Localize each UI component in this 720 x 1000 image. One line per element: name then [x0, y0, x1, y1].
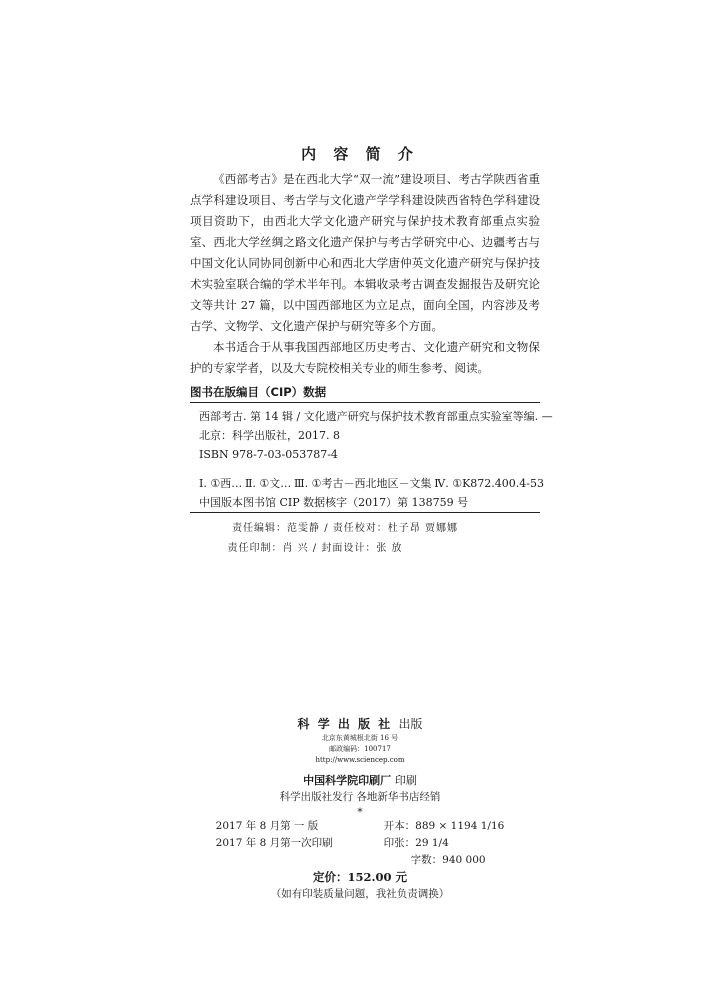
cip-class-item: Ⅲ. ①考古－西北地区－文集 — [294, 477, 432, 490]
publisher-website: http://www.sciencep.com — [315, 756, 405, 764]
printer-name: 中国科学院印刷厂 — [303, 774, 392, 787]
price-value: 152.00 元 — [347, 870, 408, 884]
separator-star: * — [357, 806, 363, 818]
summary-title: 内 容 简 介 — [301, 145, 419, 163]
edition-date: 2017 年 8 月第 一 版 — [215, 820, 319, 832]
staff-line: 责任编辑：范雯静 / 责任校对：杜子昂 贾娜娜 — [232, 523, 458, 534]
publisher-postcode: 邮政编码：100717 — [329, 745, 391, 753]
printer-line — [0, 772, 720, 789]
cip-class-item: Ⅰ. ①西… — [199, 477, 243, 490]
cip-isbn: ISBN 978-7-03-053787-4 — [199, 448, 338, 461]
cip-top-rule — [190, 402, 540, 403]
distribution-line: 科学出版社发行 各地新华书店经销 — [279, 791, 441, 803]
summary-paragraph: 《西部考古》是在西北大学“双一流”建设项目、考古学陕西省重点学科建设项目、考古学与文化遗产学学科建设陕西省特色学科建设项目资助下，由西北大学文化遗产研究与保护技术教育部重点实验室、西北大学丝绸之路文化遗产保护与考古学研究中心、边疆考古与中国文化认同协同创新中心和西北大学唐仲英文化遗产研究与保护技术实验室联合编的学术半年刊。本辑收录考古调查发掘报告及研究论文等共计 27 篇，以中国西部地区为立足点，面向全国，内容涉及考古学、文物学、文化遗产保护与研究等多个方面。 — [190, 172, 540, 333]
cip-block — [199, 407, 553, 512]
publisher-address: 北京东黄城根北街 16 号 — [321, 734, 399, 742]
format-size: 开本：889 × 1194 1/16 — [383, 820, 505, 832]
staff-line: 责任印制：肖 兴 / 封面设计：张 放 — [227, 543, 403, 554]
cip-bottom-rule — [190, 512, 540, 513]
cip-class-item: Ⅱ. ①文… — [244, 477, 292, 490]
summary-text — [190, 169, 540, 379]
publisher-line — [0, 716, 720, 733]
cip-line: 北京：科学出版社，2017. 8 — [199, 429, 340, 442]
printing-date: 2017 年 8 月第一次印刷 — [215, 837, 333, 849]
cip-line: 西部考古. 第 14 辑 / 文化遗产研究与保护技术教育部重点实验室等编. — — [199, 410, 553, 423]
printer-suffix: 印刷 — [394, 774, 417, 787]
cip-class-item: Ⅳ. ①K872.400.4-53 — [434, 477, 544, 490]
publisher-suffix: 出版 — [398, 717, 423, 731]
price-line — [0, 869, 720, 886]
summary-paragraph: 本书适合于从事我国西部地区历史考古、文化遗产研究和文物保护的专家学者，以及大专院校相关专业的师生参考、阅读。 — [190, 340, 540, 375]
cip-classification — [199, 474, 544, 493]
quality-note: （如有印装质量问题，我社负责调换） — [270, 888, 450, 900]
colophon — [0, 716, 720, 903]
edition-info — [216, 818, 505, 869]
cip-verification: 中国版本图书馆 CIP 数据核字（2017）第 138759 号 — [199, 496, 469, 509]
publisher-name: 科 学 出 版 社 — [297, 717, 393, 731]
word-count: 字数：940 000 — [410, 854, 486, 866]
price-label: 定价： — [312, 870, 348, 884]
sheet-count: 印张：29 1/4 — [383, 837, 449, 849]
cip-heading: 图书在版编目（CIP）数据 — [190, 385, 327, 399]
staff-credits — [0, 519, 720, 559]
